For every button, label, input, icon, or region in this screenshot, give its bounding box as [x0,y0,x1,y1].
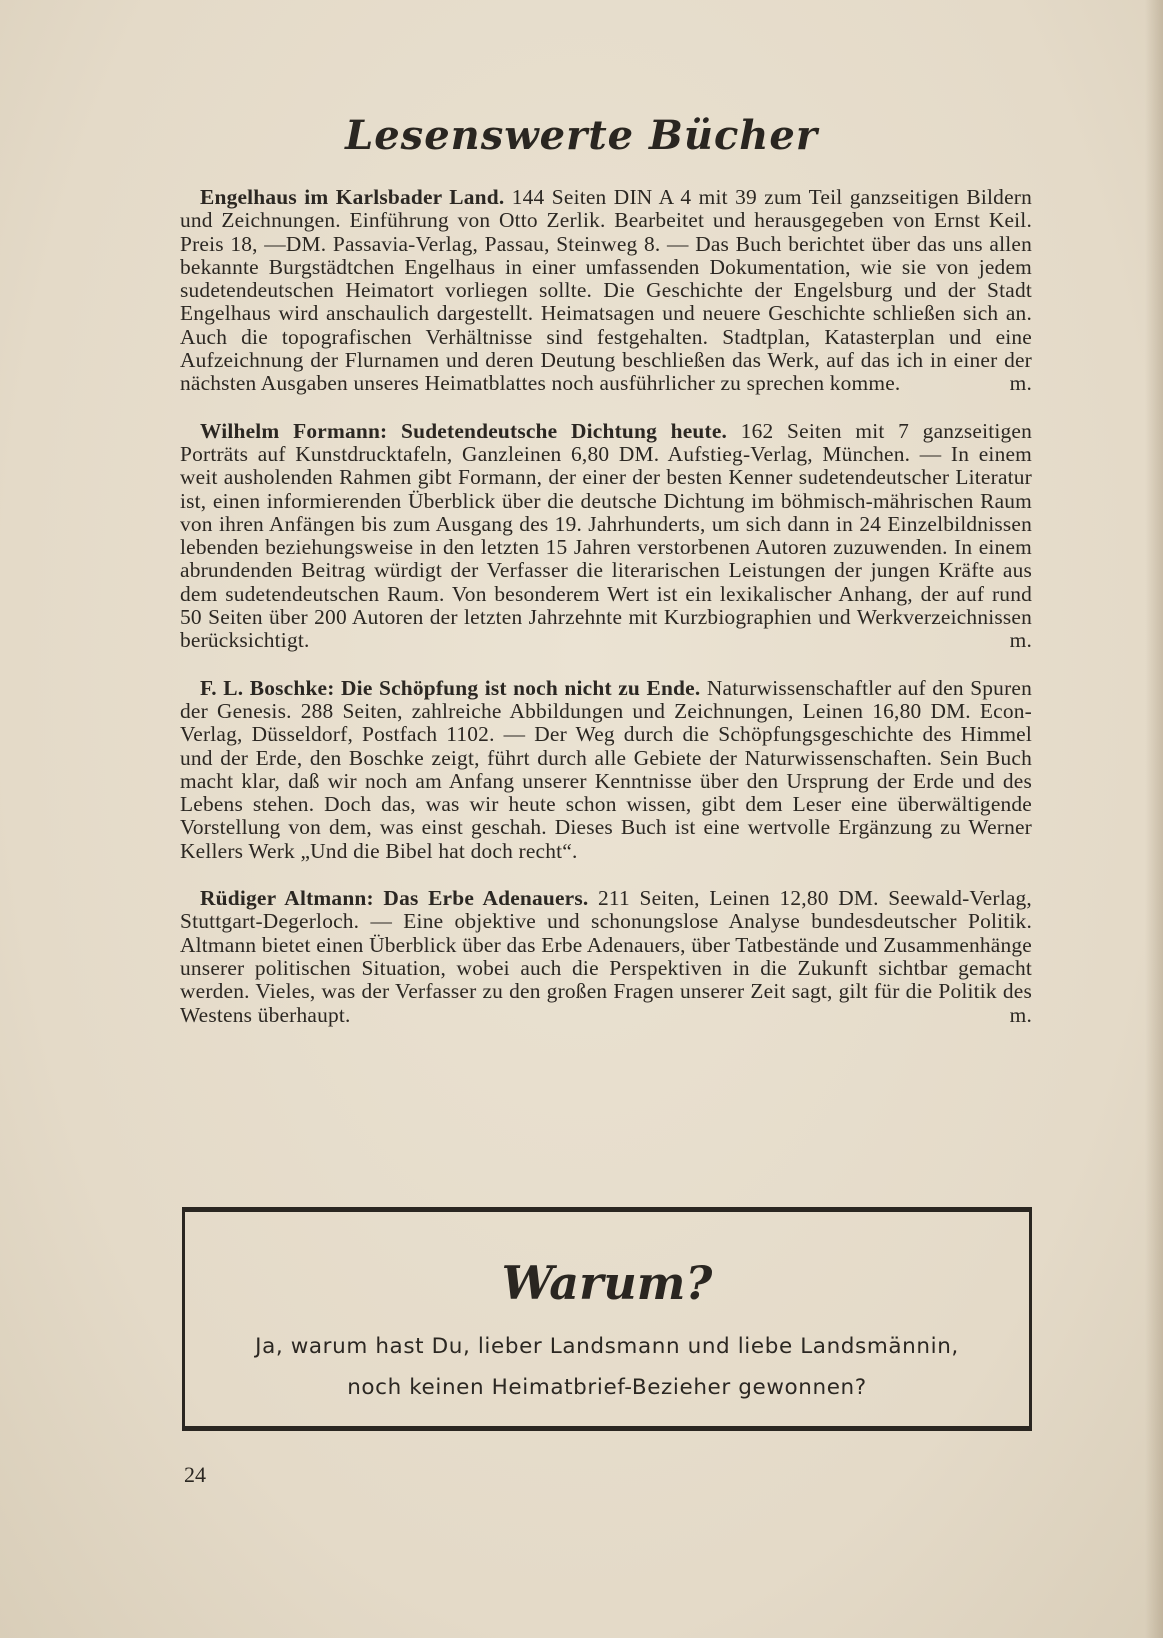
appeal-title: Warum? [501,1256,713,1310]
review-heading: Rüdiger Altmann: Das Erbe Adenauers. [200,886,589,911]
review-text: 144 Seiten DIN A 4 mit 39 zum Teil ganzseitigen Bildern und Zeichnungen. Einführung von Otto Zerlik. Bearbeitet und herausgegeben von Ernst Keil. Preis 18, —DM. Passavia-Verlag, Passau, Steinweg 8. — Das Buch berichtet über das uns allen bekannte Burgstädtchen Engelhaus in einer umfassenden Dokumentation, wie sie von jedem sudetendeutschen Heimatort vorliegen sollte. Die Geschichte der Engelsburg und der Stadt Engelhaus wird anschaulich dargestellt. Heimatsagen und neuere Geschichte schließen sich an. Auch die topografischen Verhältnisse sind festgehalten. Stadtplan, Katasterplan und eine Aufzeichnung der Flurnamen und deren Deutung beschließen das Werk, auf das ich in einer der nächsten Ausgaben unseres Heimatblattes noch ausführlicher zu sprechen komme. [180,185,1032,396]
appeal-line-2: noch keinen Heimatbrief-Bezieher gewonnen? [347,1375,867,1400]
review-heading: F. L. Boschke: Die Schöpfung ist noch nicht zu Ende. [200,675,701,700]
page-title: Lesenswerte Bücher [345,112,818,159]
review-heading: Wilhelm Formann: Sudetendeutsche Dichtung heute. [200,418,728,443]
review-signature: m. [1009,371,1032,396]
page-number: 24 [184,1462,206,1487]
review-text: 211 Seiten, Leinen 12,80 DM. Seewald-Verlag, Stuttgart-Degerloch. — Eine objektive und schonungslose Analyse bundesdeutscher Politik. Altmann bietet einen Überblick über das Erbe Adenauers, über Tatbestände und Zusammenhänge unserer politischen Situation, wobei auch die Perspektiven in die Zukunft sichtbar gemacht werden. Vieles, was der Verfasser zu den großen Fragen unserer Zeit sagt, gilt für die Politik des Westens überhaupt. [180,886,1032,1027]
appeal-line-1: Ja, warum hast Du, lieber Landsmann und liebe Landsmännin, [255,1334,959,1359]
review-text: Naturwissenschaftler auf den Spuren der Genesis. 288 Seiten, zahlreiche Abbildungen und Zeichnungen, Leinen 16,80 DM. Econ-Verlag, Düsseldorf, Postfach 1102. — Der Weg durch die Schöpfungsgeschichte des Himmel und der Erde, den Boschke zeigt, führt durch alle Gebiete der Naturwissenschaften. Sein Buch macht klar, daß wir noch am Anfang unserer Kenntnisse über den Ursprung der Erde und des Lebens stehen. Doch das, was wir heute schon wissen, gibt dem Leser eine überwältigende Vorstellung von dem, was einst geschah. Dieses Buch ist eine wertvolle Ergänzung zu Werner Kellers Werk „Und die Bibel hat doch recht“. [180,675,1032,863]
review-engelhaus [180,186,1032,396]
review-signature: m. [1009,628,1032,653]
review-altmann [180,887,1032,1027]
review-signature: m. [1009,1002,1032,1027]
appeal-box [182,1207,1032,1431]
reviews-column [180,186,1032,1051]
review-text: 162 Seiten mit 7 ganzseitigen Porträts auf Kunstdrucktafeln, Ganzleinen 6,80 DM. Aufstieg-Verlag, München. — In einem weit ausholenden Rahmen gibt Formann, der einer der besten Kenner sudetendeutscher Literatur ist, einen informierenden Überblick über die deutsche Dichtung im böhmisch-mährischen Raum von ihren Anfängen bis zum Ausgang des 19. Jahrhunderts, um sich dann in 24 Einzelbildnissen lebenden beziehungsweise in den letzten 15 Jahren verstorbenen Autoren zuzuwenden. In einem abrundenden Beitrag würdigt der Verfasser die literarischen Leistungen der jungen Kräfte aus dem sudetendeutschen Raum. Von besonderem Wert ist ein lexikalischer Anhang, der auf rund 50 Seiten über 200 Autoren der letzten Jahrzehnte mit Kurzbiographien und Werkverzeichnissen berücksichtigt. [180,418,1032,653]
review-heading: Engelhaus im Karlsbader Land. [200,185,505,209]
review-formann [180,420,1032,653]
review-boschke [180,677,1032,863]
